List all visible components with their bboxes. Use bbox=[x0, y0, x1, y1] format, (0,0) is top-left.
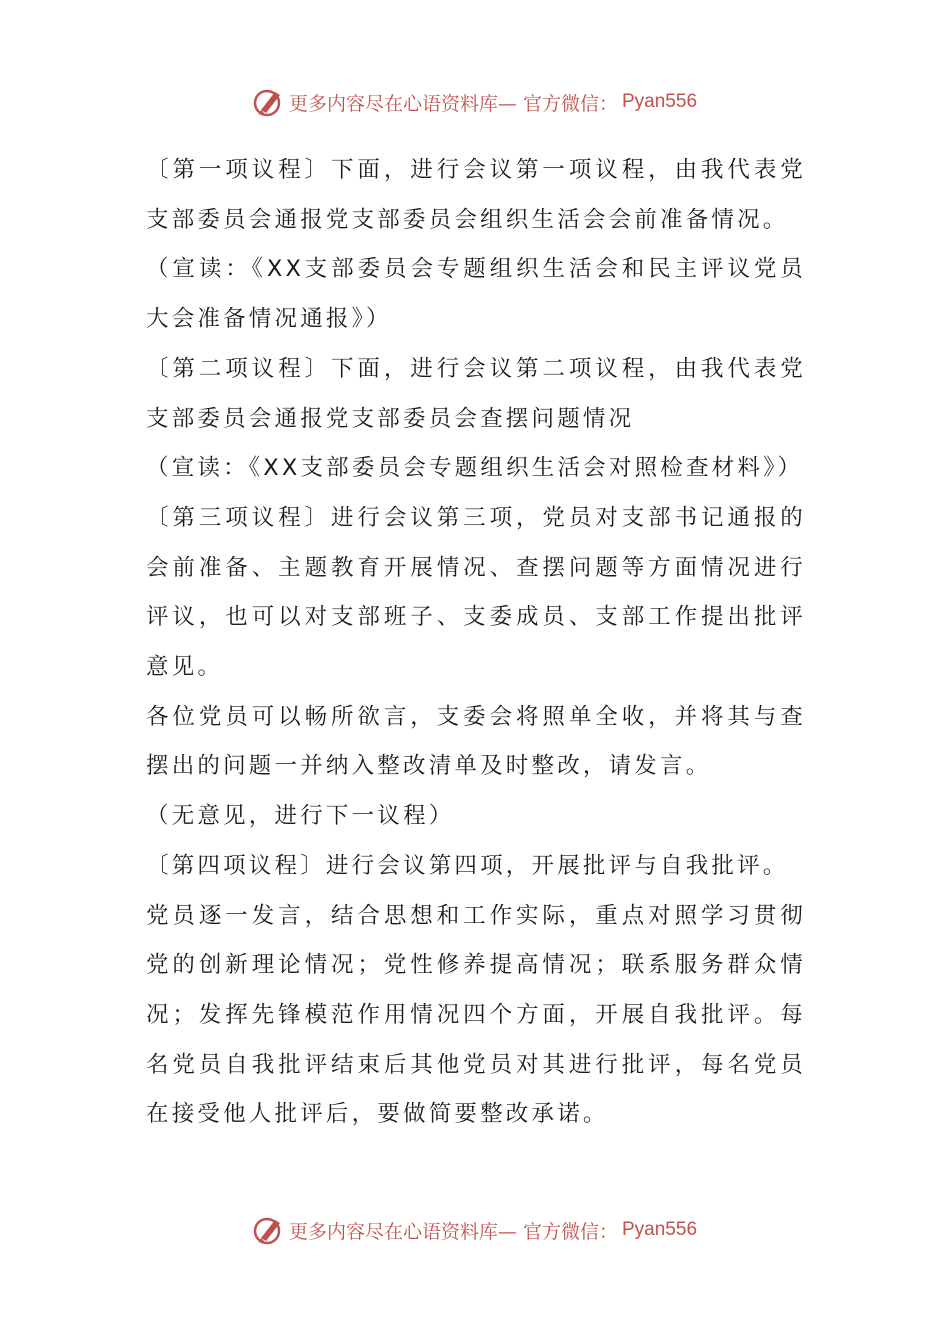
paragraph-agenda-1: 〔第一项议程〕下面，进行会议第一项议程，由我代表党支部委员会通报党支部委员会组织生活会会前准备情况。 bbox=[146, 157, 806, 233]
paragraph-self-criticism: 党员逐一发言，结合思想和工作实际，重点对照学习贯彻党的创新理论情况；党性修养提高情况；联系服务群众情况；发挥先锋模范作用情况四个方面，开展自我批评。每名党员自我批评结束后其他党员对其进行批评，每名党员在接受他人批评后，要做简要整改承诺。 bbox=[146, 902, 806, 1128]
watermark-site-text: 更多内容尽在心语资料库— bbox=[288, 92, 517, 115]
footer-watermark bbox=[0, 1210, 950, 1250]
document-body bbox=[146, 146, 806, 1140]
watermark-site-text: 更多内容尽在心语资料库— bbox=[288, 1220, 517, 1243]
pen-circle-icon bbox=[253, 1214, 285, 1246]
watermark-wechat-label: 官方微信： bbox=[522, 92, 618, 115]
paragraph-agenda-2: 〔第二项议程〕下面，进行会议第二项议程，由我代表党支部委员会通报党支部委员会查摆问题情况 bbox=[146, 355, 806, 432]
watermark-group bbox=[253, 1214, 697, 1246]
watermark-wechat-id: Pyan556 bbox=[622, 91, 698, 112]
paragraph-reading-1: （宣读：《XX支部委员会专题组织生活会和民主评议党员大会准备情况通报》） bbox=[146, 256, 806, 333]
paragraph-agenda-4: 〔第四项议程〕进行会议第四项，开展批评与自我批评。 bbox=[146, 852, 789, 879]
pen-circle-icon bbox=[253, 86, 285, 118]
watermark-group bbox=[253, 86, 697, 118]
paragraph-reading-2: （宣读：《XX支部委员会专题组织生活会对照检查材料》） bbox=[146, 455, 804, 482]
paragraph-speak-invite: 各位党员可以畅所欲言，支委会将照单全收，并将其与查摆出的问题一并纳入整改清单及时整改，请发言。 bbox=[146, 703, 806, 780]
paragraph-no-comment: （无意见，进行下一议程） bbox=[146, 803, 455, 830]
header-watermark bbox=[0, 82, 950, 122]
paragraph-agenda-3: 〔第三项议程〕进行会议第三项，党员对支部书记通报的会前准备、主题教育开展情况、查摆问题等方面情况进行评议，也可以对支部班子、支委成员、支部工作提出批评意见。 bbox=[146, 504, 806, 681]
watermark-wechat-label: 官方微信： bbox=[522, 1220, 618, 1243]
watermark-wechat-id: Pyan556 bbox=[622, 1219, 698, 1240]
